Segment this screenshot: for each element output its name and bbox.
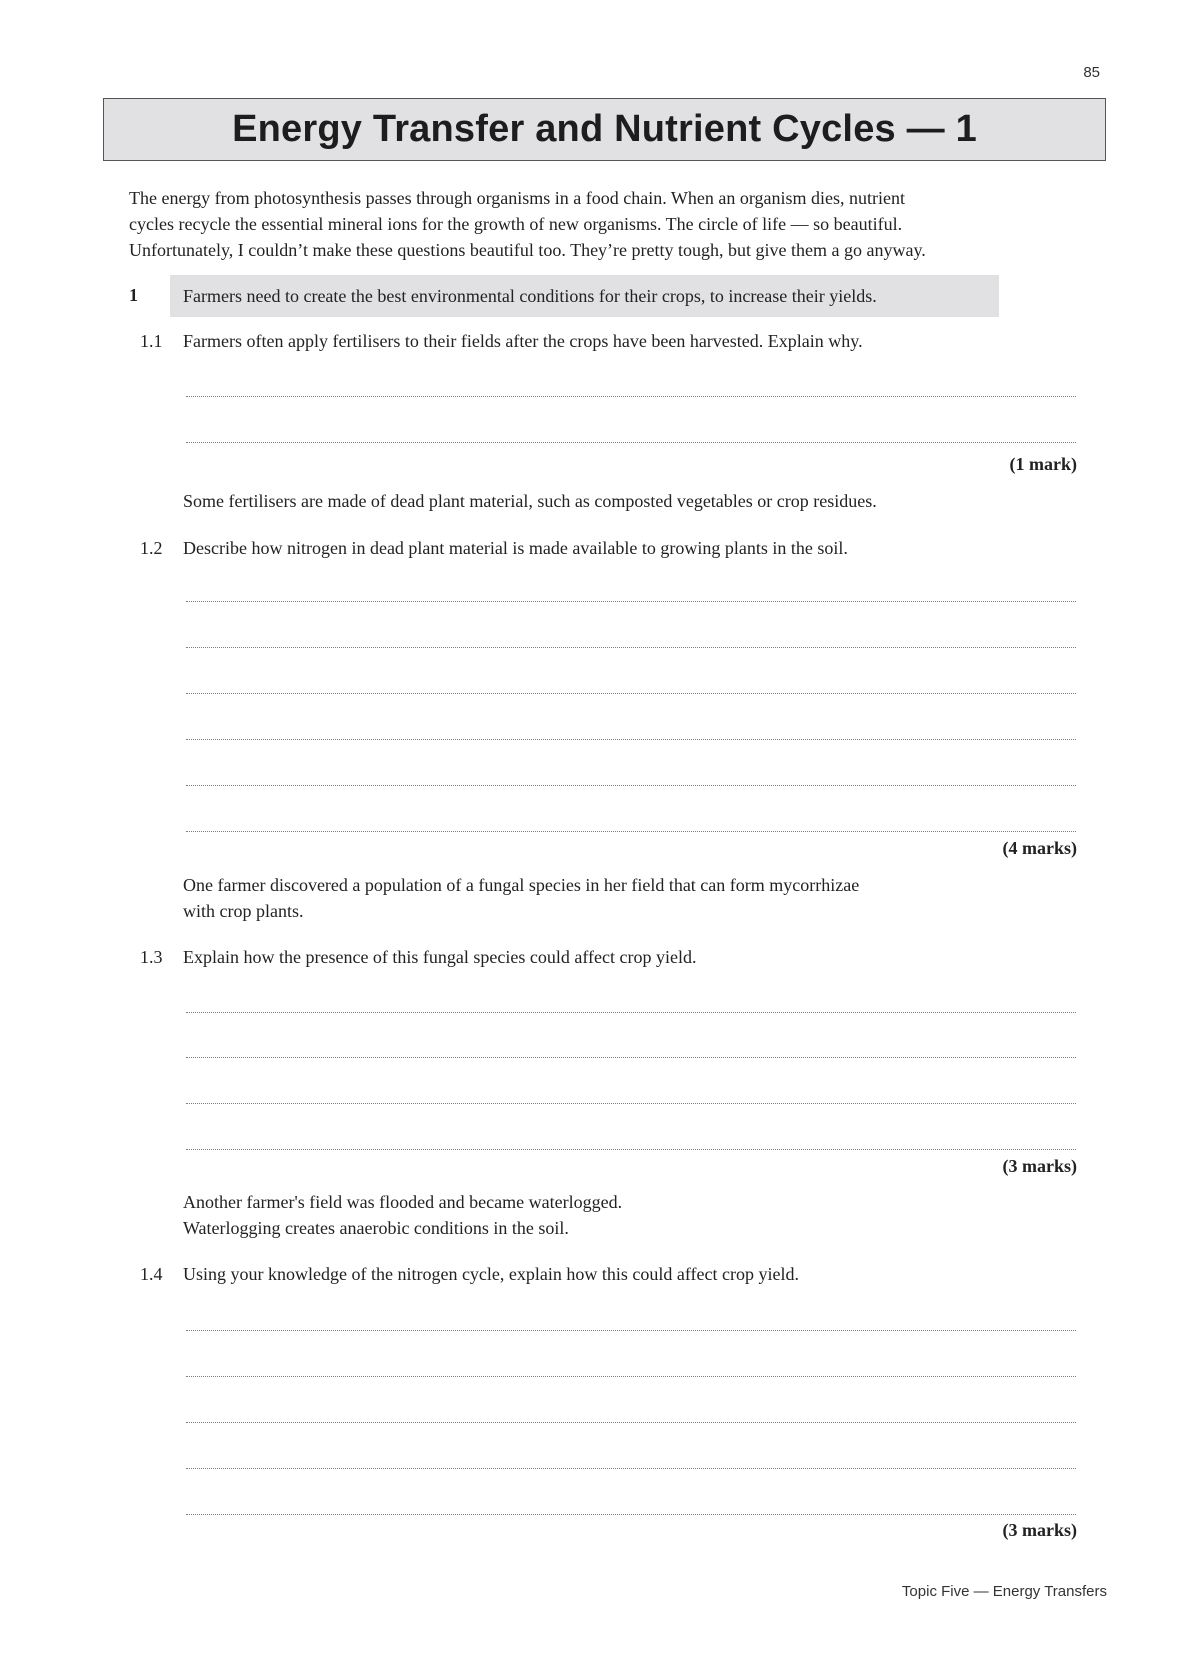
answer-line[interactable] bbox=[186, 442, 1076, 443]
info-line: One farmer discovered a population of a fungal species in her field that can form mycorrhizae bbox=[183, 875, 860, 895]
marks-label: (3 marks) bbox=[1002, 1520, 1077, 1540]
answer-line[interactable] bbox=[186, 1330, 1076, 1331]
subquestion-number: 1.3 bbox=[140, 947, 163, 967]
info-text bbox=[183, 488, 877, 514]
info-text bbox=[183, 1189, 622, 1241]
subquestion-text: Using your knowledge of the nitrogen cycle, explain how this could affect crop yield. bbox=[183, 1264, 799, 1284]
answer-line[interactable] bbox=[186, 739, 1076, 740]
subquestion-text: Farmers often apply fertilisers to their fields after the crops have been harvested. Explain why. bbox=[183, 331, 863, 351]
marks-label: (4 marks) bbox=[1002, 838, 1077, 858]
answer-line[interactable] bbox=[186, 1057, 1076, 1058]
info-line: with crop plants. bbox=[183, 901, 304, 921]
answer-line[interactable] bbox=[186, 693, 1076, 694]
subquestion-number: 1.4 bbox=[140, 1264, 163, 1284]
info-line: Some fertilisers are made of dead plant material, such as composted vegetables or crop residues. bbox=[183, 491, 877, 511]
info-line: Another farmer's field was flooded and became waterlogged. bbox=[183, 1192, 623, 1212]
answer-line[interactable] bbox=[186, 1514, 1076, 1515]
answer-line[interactable] bbox=[186, 1012, 1076, 1013]
intro-line: The energy from photosynthesis passes through organisms in a food chain. When an organism dies, nutrient bbox=[129, 188, 906, 208]
intro-line: Unfortunately, I couldn’t make these questions beautiful too. They’re pretty tough, but give them a go anyway. bbox=[129, 240, 926, 260]
answer-line[interactable] bbox=[186, 396, 1076, 397]
subquestion-number: 1.2 bbox=[140, 538, 163, 558]
intro-line: cycles recycle the essential mineral ions for the growth of new organisms. The circle of life — so beautiful. bbox=[129, 214, 903, 234]
marks-label: (1 mark) bbox=[1009, 454, 1077, 474]
page-title: Energy Transfer and Nutrient Cycles — 1 bbox=[232, 108, 977, 150]
answer-line[interactable] bbox=[186, 1376, 1076, 1377]
answer-line[interactable] bbox=[186, 1149, 1076, 1150]
answer-line[interactable] bbox=[186, 647, 1076, 648]
question-number: 1 bbox=[129, 285, 138, 305]
answer-line[interactable] bbox=[186, 1468, 1076, 1469]
answer-line[interactable] bbox=[186, 831, 1076, 832]
subquestion-number: 1.1 bbox=[140, 331, 163, 351]
answer-line[interactable] bbox=[186, 1422, 1076, 1423]
intro-paragraph bbox=[129, 185, 1089, 263]
question-stem: Farmers need to create the best environmental conditions for their crops, to increase their yields. bbox=[170, 275, 999, 317]
marks-label: (3 marks) bbox=[1002, 1156, 1077, 1176]
subquestion-text: Describe how nitrogen in dead plant material is made available to growing plants in the soil. bbox=[183, 538, 848, 558]
page-footer: Topic Five — Energy Transfers bbox=[901, 1583, 1107, 1600]
answer-line[interactable] bbox=[186, 785, 1076, 786]
info-line: Waterlogging creates anaerobic conditions in the soil. bbox=[183, 1218, 569, 1238]
answer-line[interactable] bbox=[186, 1103, 1076, 1104]
page-number: 85 bbox=[1083, 64, 1100, 81]
info-text bbox=[183, 872, 859, 924]
title-banner bbox=[103, 98, 1106, 161]
answer-line[interactable] bbox=[186, 601, 1076, 602]
subquestion-text: Explain how the presence of this fungal species could affect crop yield. bbox=[183, 947, 697, 967]
